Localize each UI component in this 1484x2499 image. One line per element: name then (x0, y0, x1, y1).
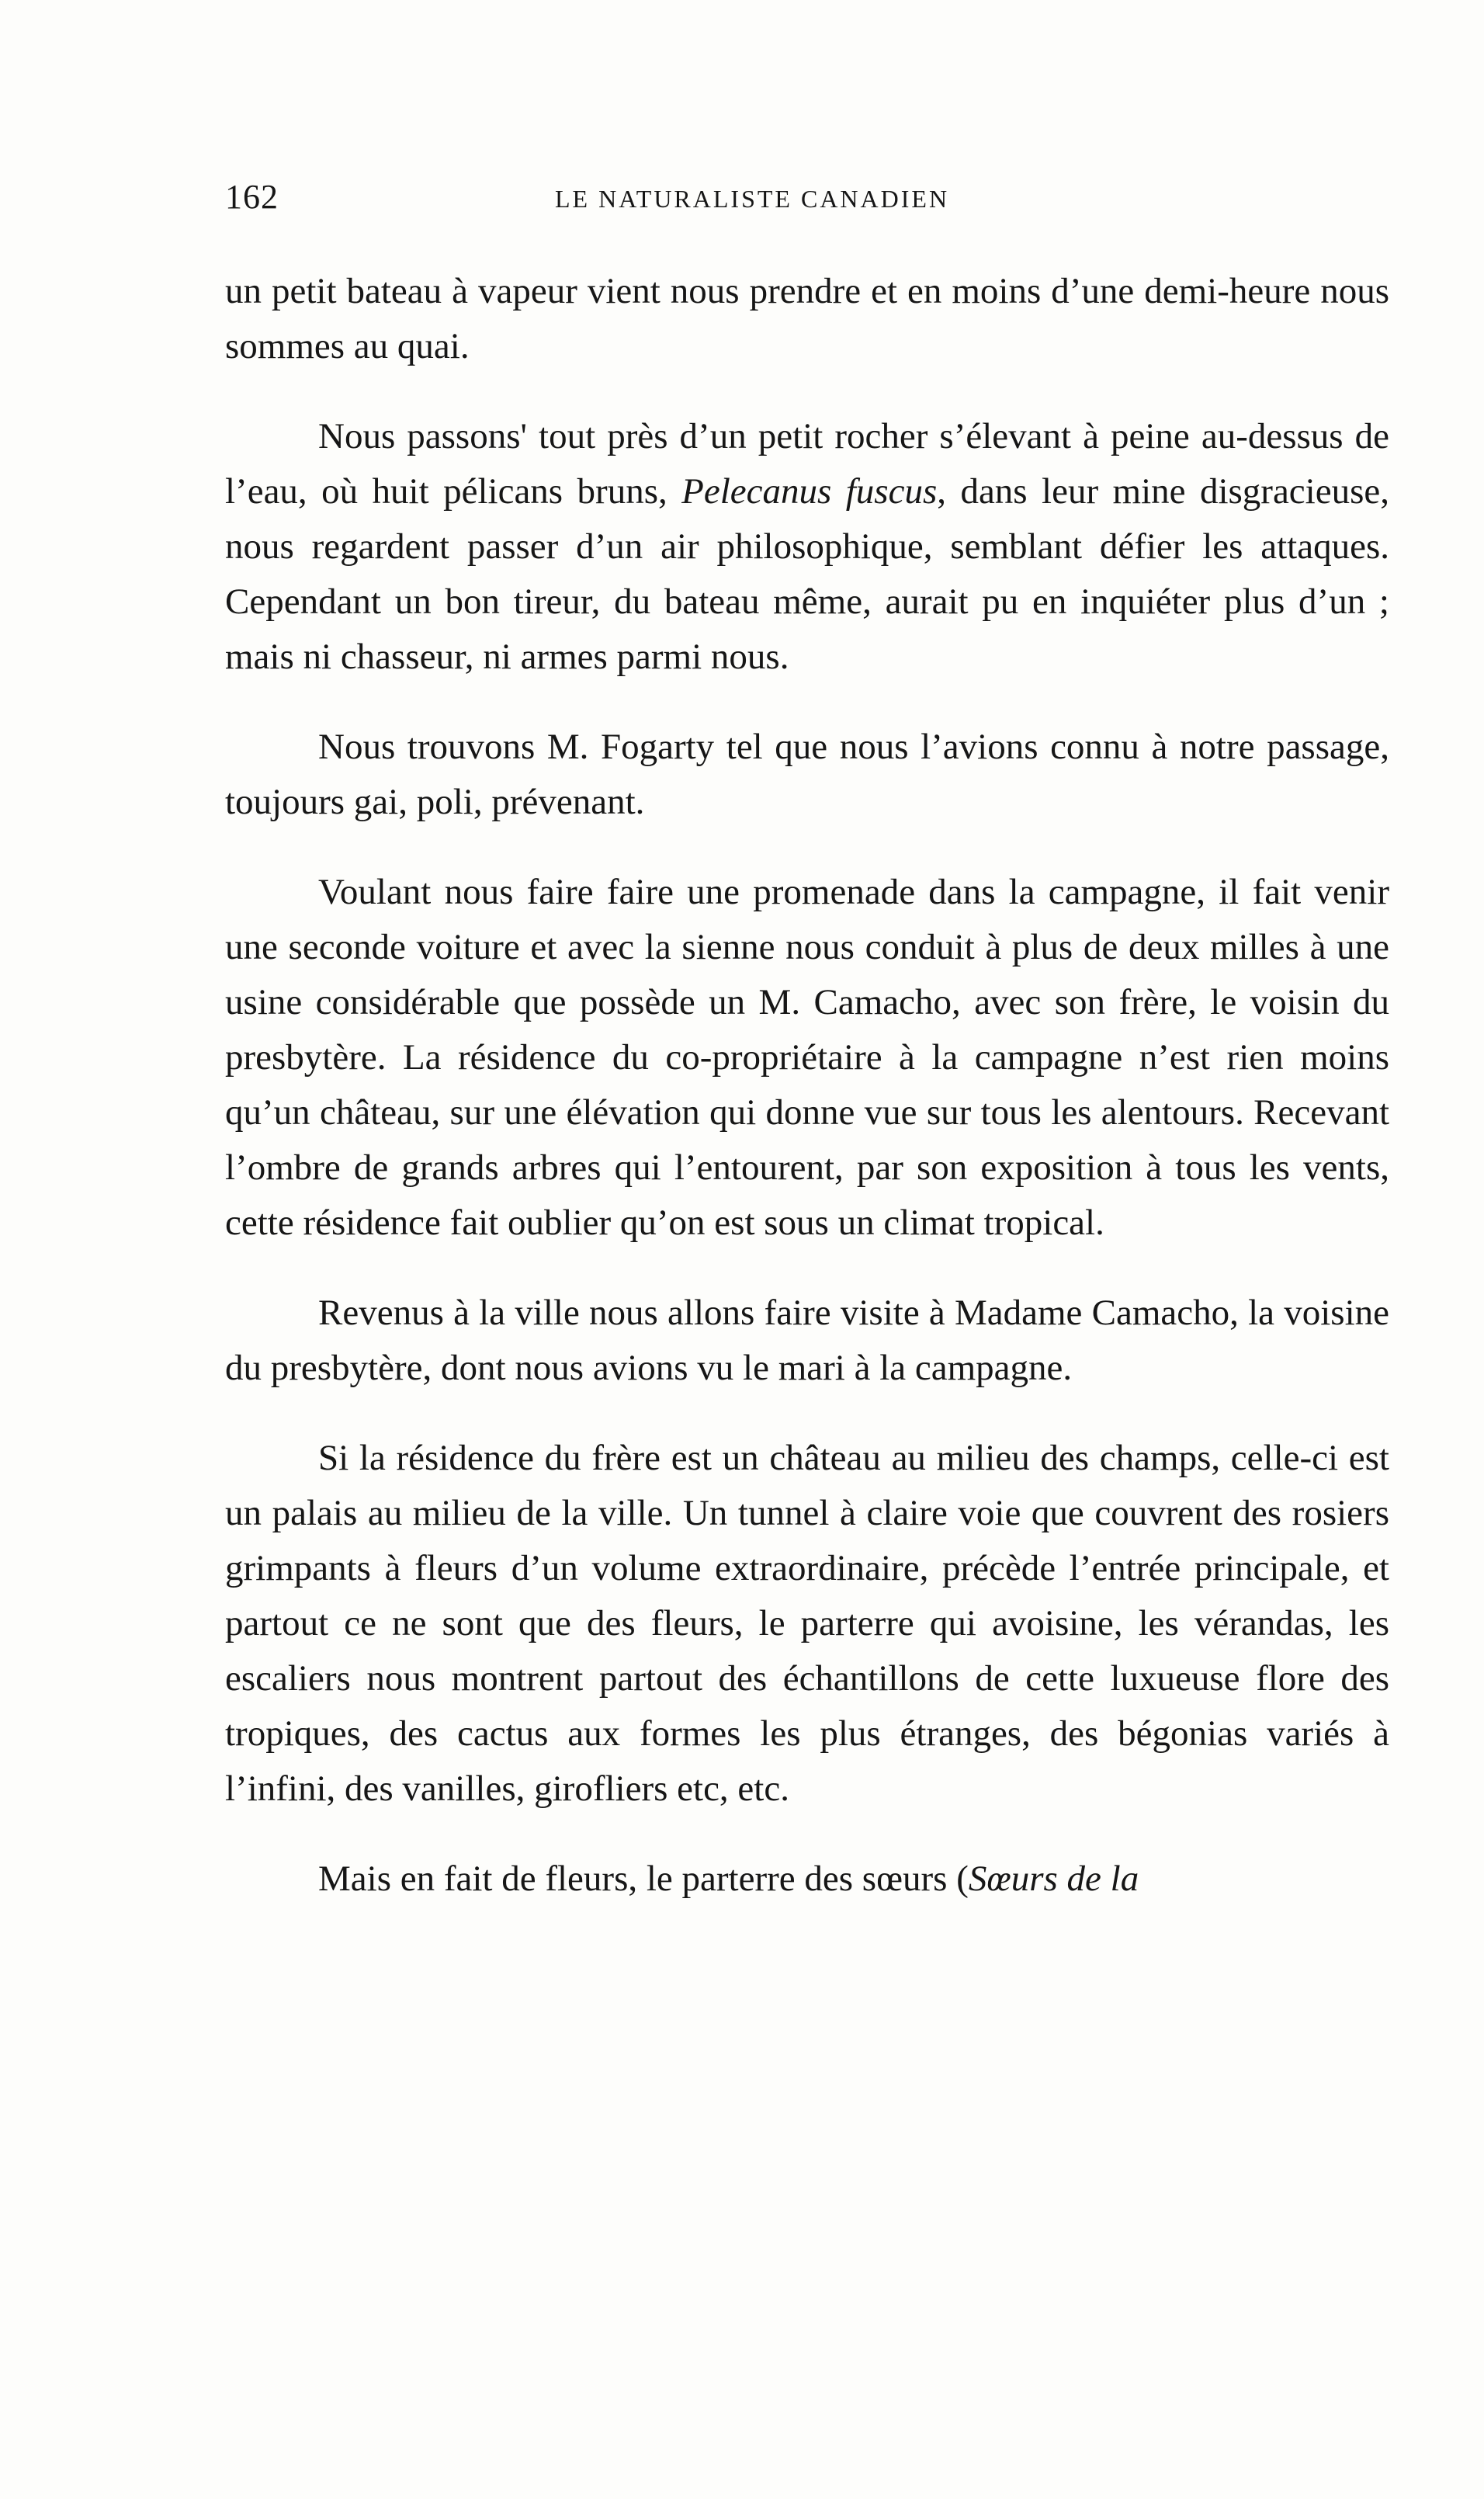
paragraph-1: un petit bateau à vapeur vient nous prendre et en moins d’une demi-heure nous sommes au quai. (225, 271, 1389, 366)
paragraph-2-text-a: Nous passons' tout près d’un petit rocher s’élevant à peine au-dessus de l’eau, où huit pélicans bruns, (225, 416, 1389, 512)
paragraph-4: Voulant nous faire faire une promenade dans la campagne, il fait venir une seconde voiture et avec la sienne nous conduit à plus de deux milles à une usine considérable que possède un M. Camacho, avec son frère, le voisin du presbytère. La résidence du co-propriétaire à la campagne n’est rien moins qu’un château, sur une élévation qui donne vue sur tous les alentours. Recevant l’ombre de grands arbres qui l’entourent, par son exposition à tous les vents, cette résidence fait oublier qu’on est sous un climat tropical. (225, 872, 1389, 1243)
running-title: LE NATURALISTE CANADIEN (555, 185, 950, 213)
paragraph-2 (225, 409, 1389, 685)
page-header (225, 177, 1382, 224)
paragraph-2-text-b: , dans leur mine disgracieuse, nous regardent passer d’un air philosophique, semblant défier les attaques. Cependant un bon tireur, du bateau même, aurait pu en inquiéter plus d’un ; mais ni chasseur, ni armes parmi nous. (225, 471, 1389, 677)
body-text (225, 264, 1389, 1907)
species-name: Pelecanus fuscus (681, 471, 938, 512)
paragraph-3: Nous trouvons M. Fogarty tel que nous l’avions connu à notre passage, toujours gai, poli, prévenant. (225, 727, 1389, 822)
paragraph-5: Revenus à la ville nous allons faire visite à Madame Camacho, la voisine du presbytère, dont nous avions vu le mari à la campagne. (225, 1293, 1389, 1388)
order-name: Sœurs de la (968, 1859, 1139, 1899)
page-number: 162 (225, 178, 279, 216)
paragraph-7-text: Mais en fait de fleurs, le parterre des sœurs ( (318, 1859, 969, 1899)
paragraph-6: Si la résidence du frère est un château au milieu des champs, celle-ci est un palais au milieu de la ville. Un tunnel à claire voie que couvrent des rosiers grimpants à fleurs d’un volume extraordinaire, précède l’entrée principale, et partout ce ne sont que des fleurs, le parterre qui avoisine, les vérandas, les escaliers nous montrent partout des échantillons de cette luxueuse flore des tropiques, des cactus aux formes les plus étranges, des bégonias variés à l’infini, des vanilles, girofliers etc, etc. (225, 1438, 1389, 1809)
paragraph-7 (225, 1852, 1389, 1907)
